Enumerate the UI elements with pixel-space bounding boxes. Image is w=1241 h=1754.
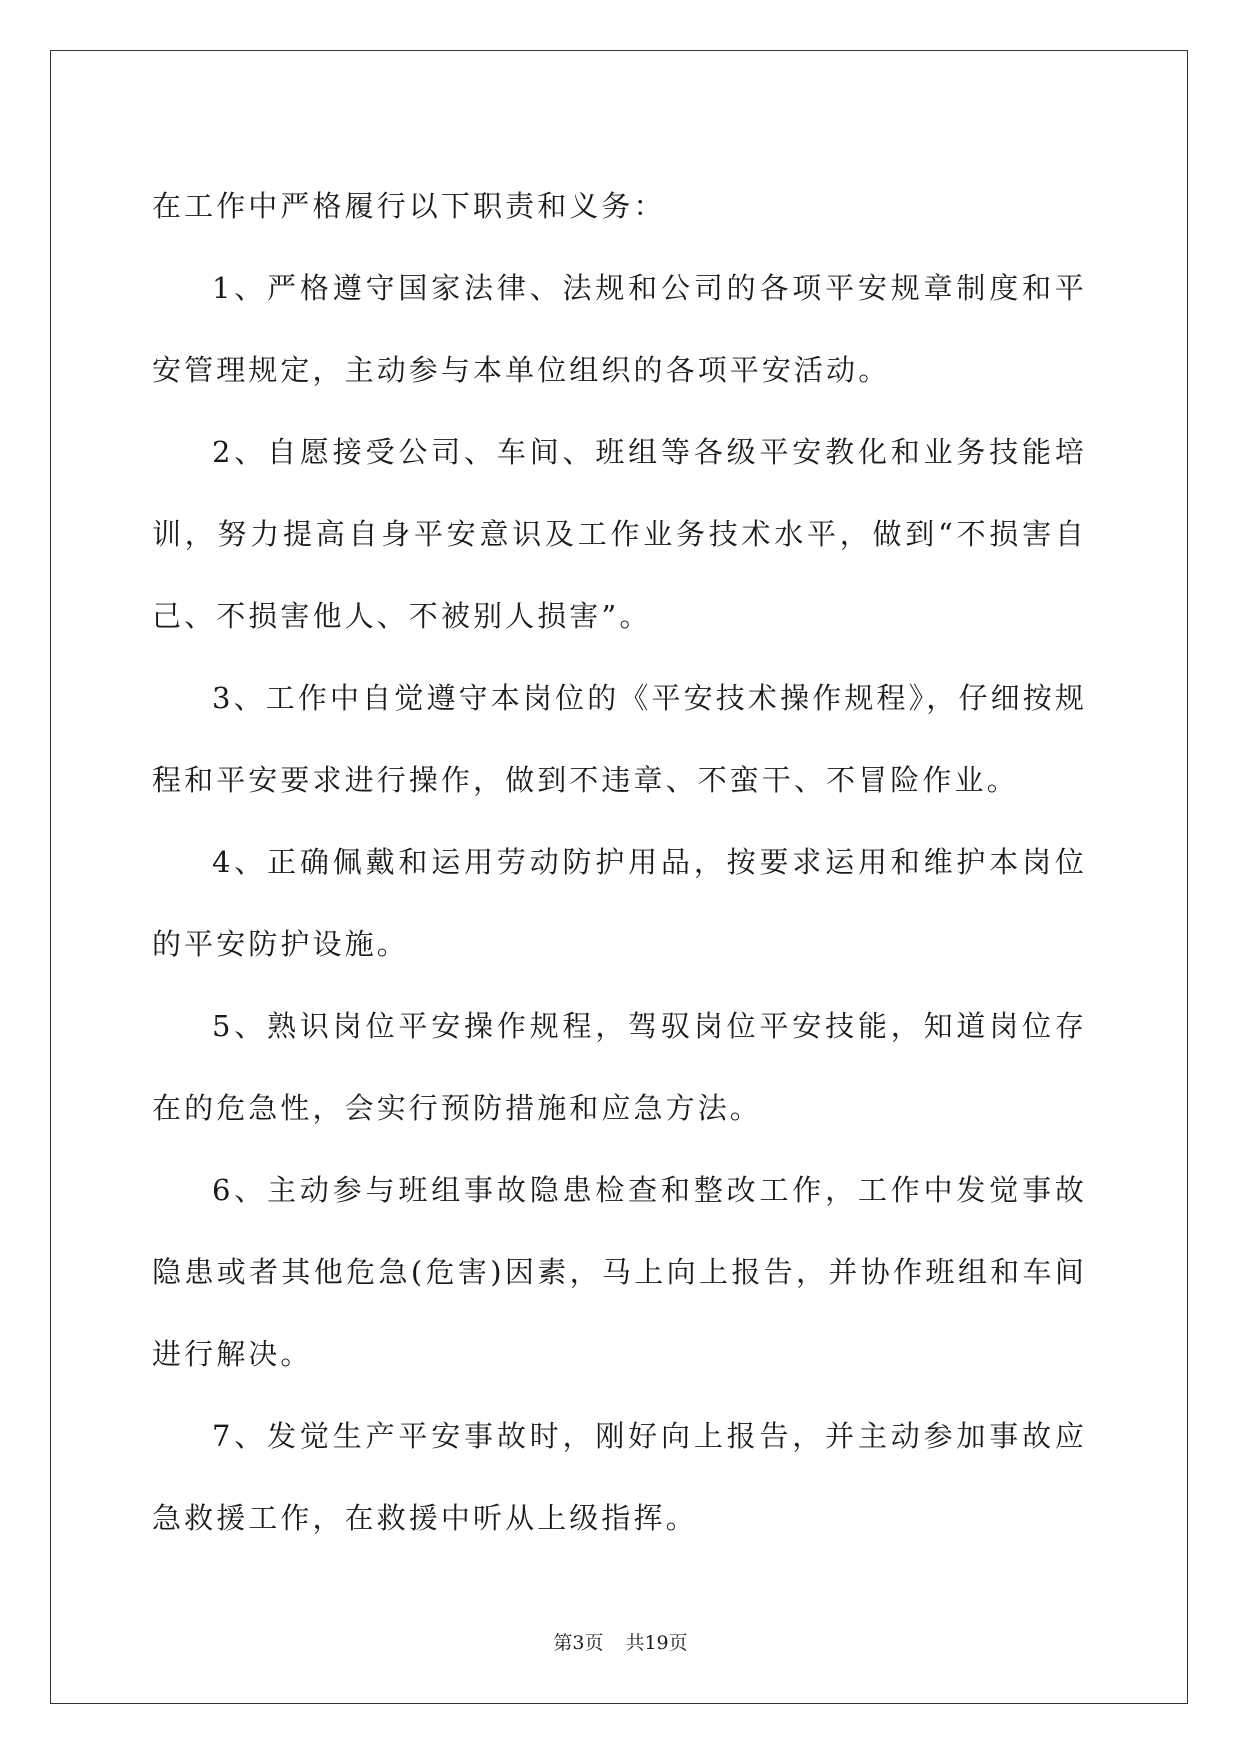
duty-item-4: 4、正确佩戴和运用劳动防护用品，按要求运用和维护本岗位的平安防护设施。 <box>152 845 1087 961</box>
duty-item-1: 1、严格遵守国家法律、法规和公司的各项平安规章制度和平安管理规定，主动参与本单位组织的各项平安活动。 <box>152 271 1087 387</box>
page-number: 第3页 <box>553 1632 604 1654</box>
duty-item-3: 3、工作中自觉遵守本岗位的《平安技术操作规程》，仔细按规程和平安要求进行操作，做到不违章、不蛮干、不冒险作业。 <box>152 681 1087 797</box>
document-body <box>152 165 1087 1559</box>
page-footer <box>0 1628 1241 1655</box>
duty-item-2: 2、自愿接受公司、车间、班组等各级平安教化和业务技能培训，努力提高自身平安意识及工作业务技术水平，做到“不损害自己、不损害他人、不被别人损害”。 <box>152 435 1087 633</box>
page-total: 共19页 <box>625 1632 688 1654</box>
intro-paragraph: 在工作中严格履行以下职责和义务： <box>152 189 666 223</box>
duty-item-5: 5、熟识岗位平安操作规程，驾驭岗位平安技能，知道岗位存在的危急性，会实行预防措施和应急方法。 <box>152 1009 1087 1125</box>
duty-item-6: 6、主动参与班组事故隐患检查和整改工作，工作中发觉事故隐患或者其他危急(危害)因素，马上向上报告，并协作班组和车间进行解决。 <box>152 1173 1087 1371</box>
duty-item-7: 7、发觉生产平安事故时，刚好向上报告，并主动参加事故应急救援工作，在救援中听从上级指挥。 <box>152 1419 1087 1535</box>
